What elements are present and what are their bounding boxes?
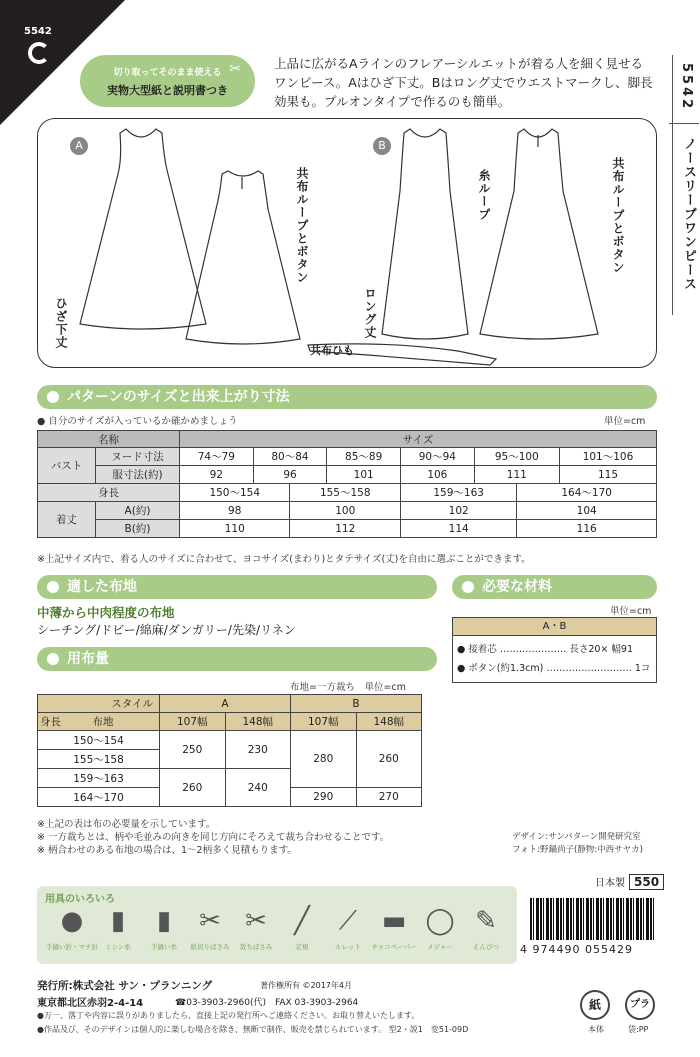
tool-pins <box>46 904 98 951</box>
ruler-icon: ╱ <box>294 906 310 936</box>
yardage-cell: 290 <box>291 788 357 807</box>
barcode <box>530 898 655 940</box>
pincushion-icon: ● <box>60 906 84 936</box>
paper-icon: ▬ <box>381 906 407 936</box>
notice: ●万一、落丁や内容に誤りがありましたら、直接上記の発行所へご連絡ください。お取り替えいたします。 <box>37 1011 420 1020</box>
size-table <box>37 430 657 538</box>
yardage-cell: 260 <box>160 769 226 807</box>
nude-cell: 90〜94 <box>401 448 475 466</box>
side-number: 5542 <box>679 63 694 112</box>
garment-cell: 92 <box>180 466 254 484</box>
size-note-text: 自分のサイズが入っているか確かめましょう <box>48 416 238 427</box>
a-length-cell: 104 <box>517 502 657 520</box>
address: 東京都北区赤羽2-4-14 <box>37 998 144 1009</box>
b-length-cell: 114 <box>401 520 517 538</box>
height-cell: 150〜154 <box>180 484 290 502</box>
badge-line1: 切り取ってそのまま使える <box>113 68 222 78</box>
tools-panel <box>37 886 517 964</box>
garment-cell: 106 <box>401 466 475 484</box>
height-cell: 150〜154 <box>38 731 160 750</box>
tool-chalk-paper <box>373 904 415 951</box>
width-107: 107幅 <box>291 713 357 731</box>
b-length-label: B(約) <box>96 520 180 538</box>
col-a: A <box>160 695 291 713</box>
logo-icon <box>28 42 50 64</box>
spool-icon: ▮ <box>156 906 172 936</box>
b-length-cell: 112 <box>290 520 401 538</box>
materials-item: ● 接着芯 ………………… 長さ20× 幅91 <box>457 644 634 655</box>
tie-label: 共布ひも <box>310 344 354 357</box>
a-length-cell: 100 <box>290 502 401 520</box>
side-title: ノースリーブワンピース <box>681 137 696 291</box>
scissors-icon: ✂ <box>199 906 221 936</box>
credit-design: デザイン:サンパターン開発研究室 <box>512 832 641 842</box>
bullet-icon <box>462 581 474 593</box>
height-label: 身長 <box>40 716 61 728</box>
yardage-cell: 260 <box>356 731 422 788</box>
garment-cell: 96 <box>253 466 327 484</box>
header-name: 名称 <box>38 431 180 448</box>
yardage-cell: 240 <box>225 769 291 807</box>
bust-label: バスト <box>38 448 96 484</box>
a-length-cell: 102 <box>401 502 517 520</box>
materials-unit: 単位=cm <box>610 606 652 617</box>
yardage-note: ※ 柄合わせのある布地の場合は、1〜2柄多く見積もります。 <box>37 845 297 856</box>
width-label: 布地 <box>92 716 114 728</box>
tool-thread <box>97 904 139 951</box>
side-tab <box>672 55 698 315</box>
materials-section-title: 必要な材料 <box>482 579 552 595</box>
tool-label: 紙切りばさみ <box>190 943 230 951</box>
size-unit: 単位=cm <box>604 416 646 427</box>
paper-recycle-label: 本体 <box>588 1025 604 1034</box>
tool-ruler <box>281 904 323 951</box>
tool-measure <box>419 904 461 951</box>
height-cell: 155〜158 <box>290 484 401 502</box>
garment-cell: 115 <box>559 466 656 484</box>
label-b: B <box>373 137 391 155</box>
knee-length-label: ひざ下丈 <box>54 297 68 349</box>
fabric-section-header <box>37 575 437 599</box>
plastic-recycle-label: 袋:PP <box>628 1025 649 1034</box>
intro-text: 上品に広がるAラインのフレアーシルエットが着る人を細く見せるワンピース。Aはひざ下丈。Bはロング丈でウエストマークし、脚長効果も。プルオンタイプで作るのも簡単。 <box>274 56 653 109</box>
badge <box>80 55 255 107</box>
garment-label: 服寸法(約) <box>96 466 180 484</box>
nude-cell: 80〜84 <box>253 448 327 466</box>
width-148: 148幅 <box>356 713 422 731</box>
divider <box>669 123 699 124</box>
scissors-icon: ✂ <box>229 61 241 77</box>
loop-button-label-b: 共布ループとボタン <box>611 157 625 274</box>
fabric-list: シーチング/ドビー/綿麻/ダンガリー/先染/リネン <box>37 623 296 637</box>
height-label: 身長 <box>38 484 180 502</box>
header-size: サイズ <box>180 431 657 448</box>
height-cell: 164〜170 <box>38 788 160 807</box>
publisher-name: 発行所:株式会社 サン・プランニング <box>37 980 213 992</box>
height-width-label <box>38 713 160 731</box>
height-cell: 159〜163 <box>401 484 517 502</box>
yardage-section-title: 用布量 <box>67 651 109 667</box>
plastic-recycle-icon: プラ <box>625 990 655 1020</box>
tool-fabric-scissors <box>235 904 277 951</box>
nude-label: ヌード寸法 <box>96 448 180 466</box>
style-label: スタイル <box>38 695 160 713</box>
credit-photo: フォト:野鍋尚子(静物:中西サヤカ) <box>512 845 643 855</box>
copyright: 著作権所有 ©2017年4月 <box>260 981 352 990</box>
materials-section-header <box>452 575 657 599</box>
fabric-heading: 中薄から中肉程度の布地 <box>37 605 175 620</box>
materials-header: A・B <box>453 618 656 636</box>
tool-label: 裁ちばさみ <box>239 943 273 951</box>
notice: ●作品及び、そのデザインは個人的に楽しむ場合を除き、無断で制作、販売を禁じられています。 型2・説1 変51-09D <box>37 1025 469 1034</box>
scissors-icon: ✂ <box>245 906 267 936</box>
yardage-cell: 230 <box>225 731 291 769</box>
dress-drawings <box>38 119 658 369</box>
illustration-panel <box>37 118 657 368</box>
height-cell: 159〜163 <box>38 769 160 788</box>
tool-label: えんぴつ <box>473 943 499 951</box>
label-a: A <box>70 137 88 155</box>
tool-label: 手縫い糸 <box>151 943 177 951</box>
yardage-table <box>37 694 422 807</box>
tool-label: ルレット <box>335 943 361 951</box>
size-note: ● 自分のサイズが入っているか確かめましょう <box>37 416 238 427</box>
height-cell: 155〜158 <box>38 750 160 769</box>
long-length-label: ロング丈 <box>363 287 377 339</box>
tool-hand-thread <box>143 904 185 951</box>
materials-box <box>452 617 657 683</box>
height-cell: 164〜170 <box>517 484 657 502</box>
width-107: 107幅 <box>160 713 226 731</box>
yardage-note: ※上記の表は布の必要量を示しています。 <box>37 819 216 830</box>
yardage-meta: 布地=一方裁ち 単位=cm <box>290 682 406 693</box>
pattern-number: 5542 <box>24 26 52 37</box>
spool-icon: ▮ <box>110 906 126 936</box>
tool-label: 定規 <box>295 943 309 951</box>
nude-cell: 85〜89 <box>327 448 401 466</box>
tool-tracing-wheel <box>327 904 369 951</box>
size-footnote: ※上記サイズ内で、着る人のサイズに合わせて、ヨコサイズ(まわり)とタテサイズ(丈)を自由に選ぶことができます。 <box>37 554 531 565</box>
tool-label: ミシン糸 <box>105 943 131 951</box>
materials-item: ● ボタン(約1.3cm) ……………………… 1コ <box>457 663 651 674</box>
bullet-icon <box>47 653 59 665</box>
garment-cell: 111 <box>474 466 559 484</box>
paper-recycle-icon: 紙 <box>580 990 610 1020</box>
bullet-icon <box>47 391 59 403</box>
size-section-title: パターンのサイズと出来上がり寸法 <box>67 389 290 405</box>
bullet-icon <box>47 581 59 593</box>
thread-loop-label: 糸ループ <box>477 169 491 221</box>
garment-cell: 101 <box>327 466 401 484</box>
a-length-label: A(約) <box>96 502 180 520</box>
yardage-cell: 270 <box>356 788 422 807</box>
b-length-cell: 116 <box>517 520 657 538</box>
size-section-header <box>37 385 657 409</box>
a-length-cell: 98 <box>180 502 290 520</box>
tool-label: チャコペーパー <box>371 943 417 951</box>
width-148: 148幅 <box>225 713 291 731</box>
price-value: 550 <box>629 874 664 890</box>
yardage-cell: 250 <box>160 731 226 769</box>
made-in-label: 日本製 <box>595 878 625 889</box>
phone: ☎03-3903-2960(代) FAX 03-3903-2964 <box>175 998 359 1008</box>
loop-button-label-a: 共布ループとボタン <box>295 167 309 284</box>
b-length-cell: 110 <box>180 520 290 538</box>
price <box>595 874 664 890</box>
tool-label: メジャー <box>427 943 453 951</box>
nude-cell: 74〜79 <box>180 448 254 466</box>
badge-line2: 実物大型紙と説明書つき <box>107 84 228 97</box>
tool-pencil <box>465 904 507 951</box>
fabric-section-title: 適した布地 <box>67 579 137 595</box>
pencil-icon: ✎ <box>475 906 497 936</box>
nude-cell: 95〜100 <box>474 448 559 466</box>
tool-label: 手縫い針・マチ針 <box>46 943 98 951</box>
yardage-cell: 280 <box>291 731 357 788</box>
col-b: B <box>291 695 422 713</box>
barcode-number: 4 974490 055429 <box>520 943 633 956</box>
length-label: 着丈 <box>38 502 96 538</box>
tool-paper-scissors <box>189 904 231 951</box>
tape-measure-icon: ◯ <box>425 906 455 936</box>
tracing-wheel-icon: ⟋ <box>338 906 358 936</box>
tools-title: 用具のいろいろ <box>45 894 115 905</box>
nude-cell: 101〜106 <box>559 448 656 466</box>
yardage-note: ※ 一方裁ちとは、柄や毛並みの向きを同じ方向にそろえて裁ち合わせることです。 <box>37 832 390 843</box>
yardage-section-header <box>37 647 437 671</box>
